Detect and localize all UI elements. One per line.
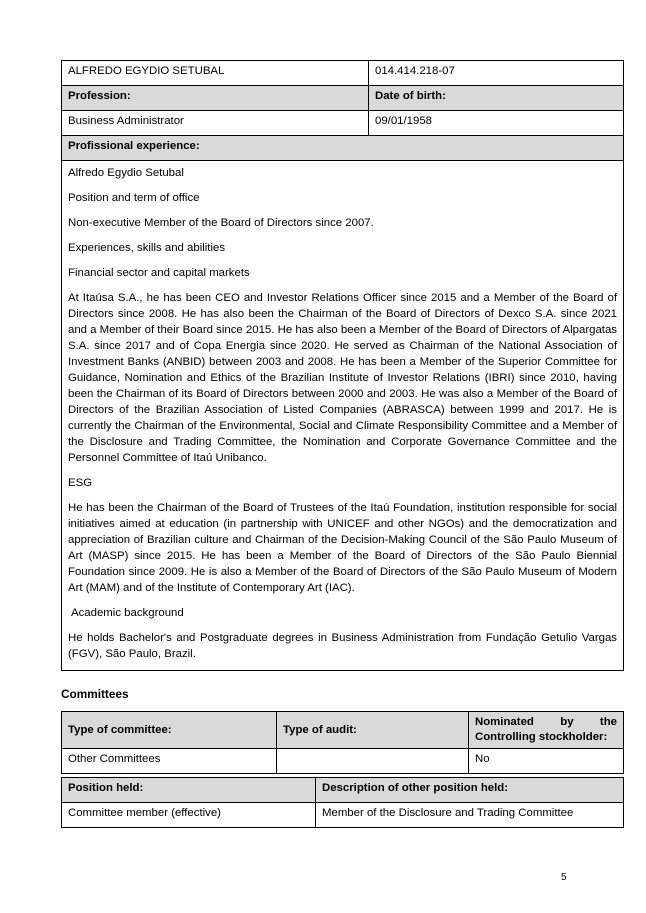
esg-heading: ESG (68, 477, 93, 489)
director-name: ALFREDO EGYDIO SETUBAL (62, 61, 369, 86)
nominated-value: No (469, 749, 624, 774)
name-row (62, 61, 624, 86)
profession-value: Business Administrator (62, 111, 369, 136)
date-of-birth-value: 09/01/1958 (369, 111, 624, 136)
other-position-label: Description of other position held: (316, 778, 624, 803)
academic-heading: Academic background (71, 607, 184, 619)
committees-title: Committees (61, 687, 129, 701)
career-text: At Itaúsa S.A., he has been CEO and Investor Relations Officer since 2015 and a Member of the Board of Directors since 2008. He has also been the Chairman of the Board of Directors of Dexco S.A. since 2021 and a Member of their Board since 2015. He has also been a Member of the Board of Directors of Alpargatas S.A. since 2017 and of Copa Energia since 2020. He served as Chairman of the National Association of Investment Banks (ANBID) between 2003 and 2008. He has been a Member of the Superior Committee for Guidance, Nomination and Ethics of the Brazilian Institute of Investor Relations (IBRI) since 2010, having been the Chairman of its Board of Directors between 2000 and 2003. He was also a Member of the Board of Directors of the Brazilian Association of Listed Companies (ABRASCA) between 1999 and 2017. He is currently the Chairman of the Environmental, Social and Climate Responsibility Committee and a Member of the Disclosure and Trading Committee, the Nomination and Corporate Governance Committee and the Personnel Committee of Itaú Unibanco. (68, 292, 617, 464)
position-heading: Position and term of office (68, 192, 200, 204)
experience-header: Profissional experience: (62, 136, 624, 161)
position-table (61, 777, 624, 828)
nominated-label (469, 712, 624, 749)
position-value-row (62, 803, 624, 828)
nominated-label-line2: Controlling stockholder: (475, 731, 608, 743)
committee-value-row (62, 749, 624, 774)
committee-type-label: Type of committee: (62, 712, 277, 749)
committee-header-row (62, 712, 624, 749)
profession-value-row (62, 111, 624, 136)
experience-header-row (62, 136, 624, 161)
profession-label: Profession: (62, 86, 369, 111)
other-position-value: Member of the Disclosure and Trading Committee (316, 803, 624, 828)
committee-type-table (61, 711, 624, 774)
position-text: Non-executive Member of the Board of Directors since 2007. (68, 217, 374, 229)
audit-type-value (277, 749, 469, 774)
esg-text: He has been the Chairman of the Board of Trustees of the Itaú Foundation, institution responsible for social initiatives aimed at education (in partnership with UNICEF and other NGOs) and the democratization and appreciation of Brazilian culture and Chairman of the Decision-Making Council of the São Paulo Museum of Art (MASP) since 2015. He has been a Member of the Board of Directors of the São Paulo Biennial Foundation since 2009. He is also a Member of the Board of Directors of the São Paulo Museum of Modern Art (MAM) and of the Institute of Contemporary Art (IAC). (68, 502, 617, 594)
page-number: 5 (561, 872, 567, 883)
experience-name-line: Alfredo Egydio Setubal (68, 167, 184, 179)
director-profile-table (61, 60, 624, 671)
position-header-row (62, 778, 624, 803)
audit-type-label: Type of audit: (277, 712, 469, 749)
academic-text: He holds Bachelor's and Postgraduate degrees in Business Administration from Fundação Getulio Vargas (FGV), São Paulo, Brazil. (68, 632, 617, 660)
date-of-birth-label: Date of birth: (369, 86, 624, 111)
director-id-number: 014.414.218-07 (369, 61, 624, 86)
nominated-label-line1: Nominated by the (475, 716, 617, 728)
experience-body (62, 161, 624, 671)
skills-text: Financial sector and capital markets (68, 267, 250, 279)
committee-type-value: Other Committees (62, 749, 277, 774)
skills-heading: Experiences, skills and abilities (68, 242, 226, 254)
profession-header-row (62, 86, 624, 111)
experience-body-row (62, 161, 624, 671)
position-held-value: Committee member (effective) (62, 803, 316, 828)
position-held-label: Position held: (62, 778, 316, 803)
